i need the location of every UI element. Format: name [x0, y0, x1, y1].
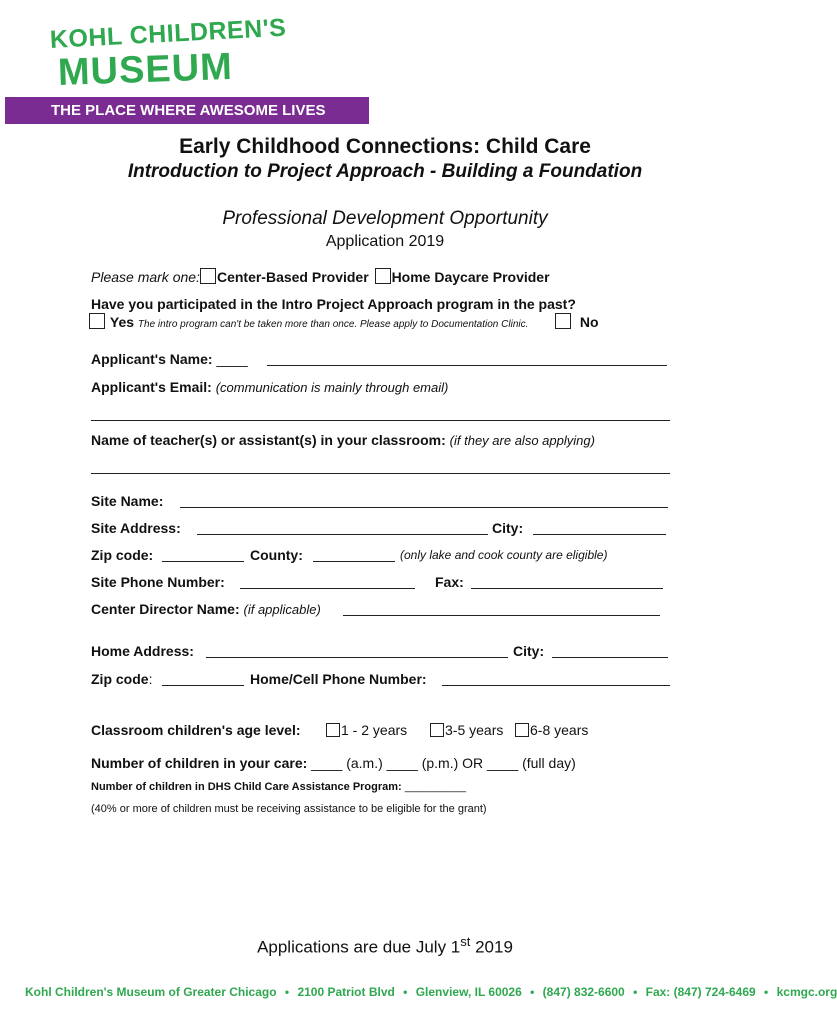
fax-field[interactable]	[471, 588, 663, 589]
dhs-label: Number of children in DHS Child Care Assistance Program:	[91, 781, 402, 793]
age-level-label: Classroom children's age level:	[91, 722, 301, 738]
past-no-checkbox[interactable]	[555, 313, 571, 329]
home-zip-field[interactable]	[162, 685, 244, 686]
footer	[25, 985, 837, 999]
form-subtitle: Introduction to Project Approach - Building a Foundation	[127, 161, 643, 182]
footer-fax: Fax: (847) 724-6469	[645, 985, 756, 999]
footer-web[interactable]: kcmgc.org	[776, 985, 837, 999]
home-zip-row	[91, 671, 152, 687]
opportunity-heading: Professional Development Opportunity	[222, 208, 548, 229]
age-3-5-checkbox[interactable]	[430, 723, 444, 737]
past-no-label: No	[579, 314, 599, 330]
center-based-checkbox[interactable]	[200, 268, 216, 284]
form-title: Early Childhood Connections: Child Care	[179, 135, 591, 158]
center-director-field[interactable]	[343, 615, 660, 616]
application-year: Application 2019	[325, 233, 445, 250]
age-3-5-label: 3-5 years	[445, 722, 504, 738]
age-option-2[interactable]	[430, 722, 503, 738]
past-participation-question: Have you participated in the Intro Project Approach program in the past?	[91, 296, 576, 312]
site-phone-label: Site Phone Number:	[91, 574, 225, 590]
teachers-row	[91, 432, 595, 448]
center-director-note: (if applicable)	[243, 602, 321, 617]
footer-org: Kohl Children's Museum of Greater Chicago	[25, 985, 277, 999]
age-option-1[interactable]	[326, 722, 407, 738]
children-full-label: (full day)	[522, 755, 576, 771]
past-yes-label: Yes	[109, 314, 135, 330]
zip-label: Zip code:	[91, 547, 154, 563]
program-type-row	[91, 268, 550, 285]
site-name-field[interactable]	[180, 507, 668, 508]
applicant-name-row	[91, 351, 248, 367]
center-director-label: Center Director Name:	[91, 601, 240, 617]
children-pm-label: (p.m.) OR	[421, 755, 484, 771]
zip-field[interactable]	[162, 561, 244, 562]
children-count-label: Number of children in your care:	[91, 755, 308, 771]
applicant-email-note: (communication is mainly through email)	[215, 380, 449, 395]
tagline-banner: THE PLACE WHERE AWESOME LIVES	[5, 97, 369, 124]
home-cell-label: Home/Cell Phone Number:	[250, 671, 427, 687]
home-address-label: Home Address:	[91, 643, 194, 659]
children-full-blank[interactable]: ____	[487, 755, 519, 771]
children-am-label: (a.m.)	[346, 755, 383, 771]
home-city-label: City:	[513, 643, 545, 659]
home-daycare-label: Home Daycare Provider	[391, 269, 550, 285]
children-count-row	[91, 755, 576, 771]
applicant-email-label: Applicant's Email:	[91, 379, 212, 395]
age-6-8-checkbox[interactable]	[515, 723, 529, 737]
applicant-name-blank: ____	[216, 351, 248, 367]
children-pm-blank[interactable]: ____	[386, 755, 418, 771]
footer-city: Glenview, IL 60026	[415, 985, 522, 999]
footer-sep: •	[633, 985, 638, 999]
applicant-name-field[interactable]	[267, 365, 667, 366]
logo-text-line1: KOHL CHILDREN'S	[49, 13, 287, 54]
teachers-label: Name of teacher(s) or assistant(s) in your classroom:	[91, 432, 446, 448]
home-address-field[interactable]	[206, 657, 508, 658]
past-yes-row	[89, 313, 528, 330]
county-field[interactable]	[313, 561, 395, 562]
due-date	[0, 934, 770, 958]
home-cell-field[interactable]	[442, 685, 670, 686]
teachers-note: (if they are also applying)	[449, 433, 595, 448]
dhs-row	[91, 781, 466, 793]
footer-sep: •	[403, 985, 408, 999]
home-city-field[interactable]	[552, 657, 668, 658]
county-label: County:	[250, 547, 303, 563]
county-note: (only lake and cook county are eligible)	[400, 548, 608, 562]
site-city-field[interactable]	[533, 534, 666, 535]
applicant-email-field[interactable]	[91, 420, 670, 421]
home-zip-label: Zip code	[91, 671, 149, 687]
program-type-prompt: Please mark one:	[91, 269, 200, 285]
age-1-2-label: 1 - 2 years	[341, 722, 408, 738]
age-1-2-checkbox[interactable]	[326, 723, 340, 737]
footer-sep: •	[284, 985, 290, 999]
center-director-row	[91, 601, 321, 617]
age-option-3[interactable]	[515, 722, 588, 738]
footer-sep: •	[530, 985, 535, 999]
teachers-field[interactable]	[91, 473, 670, 474]
dhs-blank[interactable]: __________	[404, 781, 466, 793]
dhs-note: (40% or more of children must be receiving assistance to be eligible for the grant)	[91, 803, 487, 815]
past-yes-note: The intro program can't be taken more than once. Please apply to Documentation Clinic.	[137, 319, 529, 330]
footer-address: 2100 Patriot Blvd	[297, 985, 395, 999]
footer-sep: •	[764, 985, 769, 999]
site-phone-field[interactable]	[240, 588, 415, 589]
fax-label: Fax:	[435, 574, 464, 590]
home-daycare-checkbox[interactable]	[375, 268, 391, 284]
site-address-field[interactable]	[197, 534, 488, 535]
footer-phone: (847) 832-6600	[542, 985, 625, 999]
past-no-row	[555, 313, 599, 330]
center-based-label: Center-Based Provider	[216, 269, 369, 285]
due-sup: st	[460, 934, 471, 949]
site-name-label: Site Name:	[91, 493, 164, 509]
applicant-email-row	[91, 379, 448, 395]
age-6-8-label: 6-8 years	[530, 722, 589, 738]
due-year: 2019	[470, 937, 513, 957]
children-am-blank[interactable]: ____	[311, 755, 343, 771]
applicant-name-label: Applicant's Name:	[91, 351, 213, 367]
logo-text-line2: MUSEUM	[57, 45, 234, 94]
site-address-label: Site Address:	[91, 520, 181, 536]
past-yes-checkbox[interactable]	[89, 313, 105, 329]
site-city-label: City:	[492, 520, 524, 536]
home-zip-colon: :	[148, 671, 153, 687]
due-text: Applications are due July 1	[257, 937, 461, 957]
